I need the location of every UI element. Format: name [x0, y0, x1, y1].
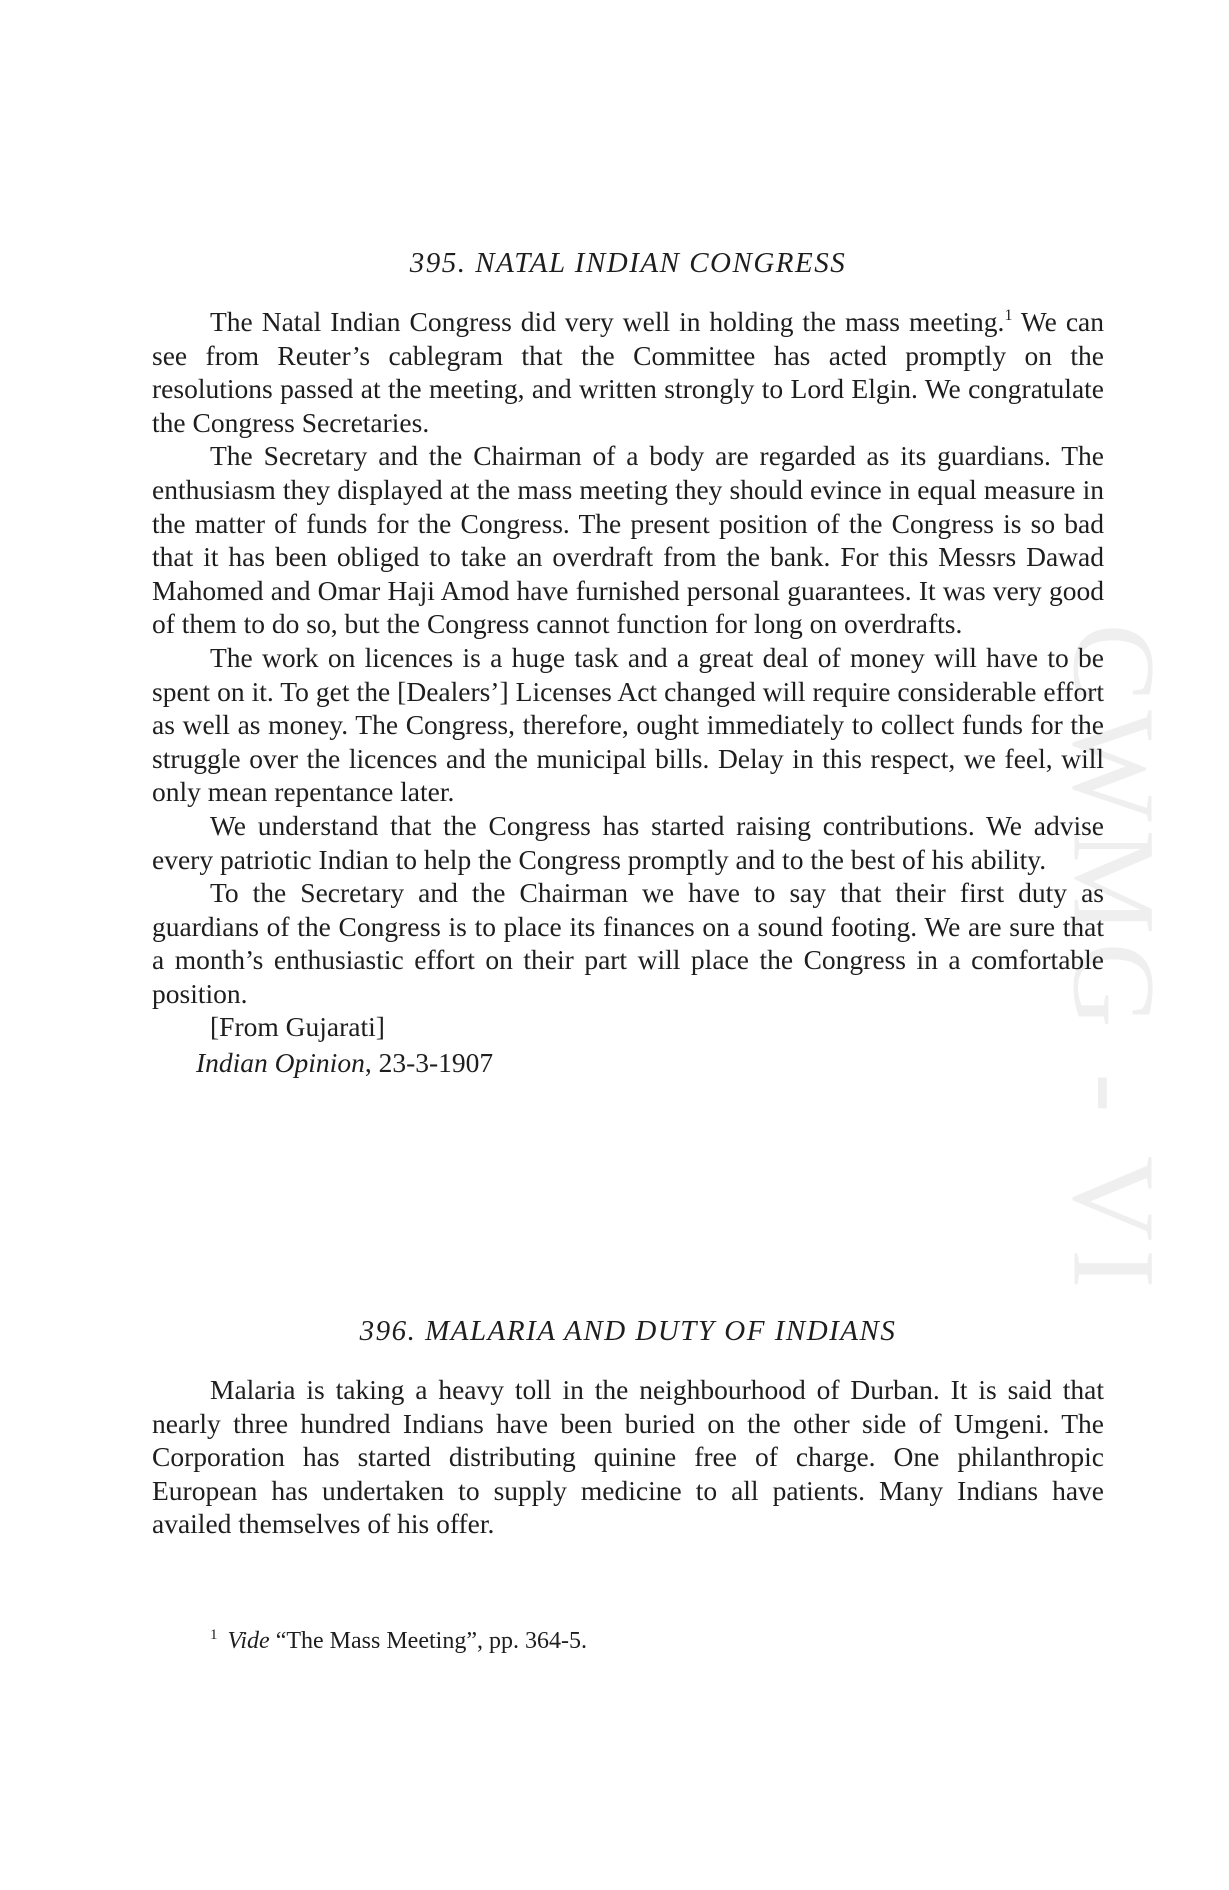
footnote — [210, 1620, 587, 1656]
article-natal-indian-congress — [152, 243, 1104, 1080]
footnote-text: “The Mass Meeting”, pp. 364-5. — [269, 1628, 587, 1654]
footnote-vide: Vide — [227, 1628, 270, 1654]
footnote-mark: 1 — [210, 1627, 218, 1643]
source-note: [From Gujarati] — [210, 1011, 385, 1043]
paragraph — [152, 305, 1104, 439]
paragraph: To the Secretary and the Chairman we have to say that their first duty as guardians of the Congress is to place its finances on a sound footing. We are sure that a month’s enthusiastic effort on their part will place the Congress in a comfortable position. — [152, 877, 1104, 1009]
citation-publication: Indian Opinion — [196, 1047, 365, 1079]
citation-date: , 23-3-1907 — [364, 1047, 494, 1079]
paragraph: Malaria is taking a heavy toll in the neighbourhood of Durban. It is said that nearly three hundred Indians have been buried on the other side of Umgeni. The Corporation has started distributing quinine free of charge. One philanthropic European has undertaken to supply medicine to all patients. Many Indians have availed themselves of his offer. — [152, 1374, 1104, 1540]
paragraph-text: We can see from Reuter’s cablegram that the Committee has acted promptly on the resolutions passed at the meeting, and written strongly to Lord Elgin. We congratulate the Congress Secretaries. — [152, 306, 1105, 438]
article-malaria-and-duty — [152, 1311, 1104, 1541]
paragraph: The Secretary and the Chairman of a body are regarded as its guardians. The enthusiasm they displayed at the mass meeting they should evince in equal measure in the matter of funds for the Congress. The present position of the Congress is so bad that it has been obliged to take an overdraft from the bank. For this Messrs Dawad Mahomed and Omar Haji Amod have furnished personal guarantees. It was very good of them to do so, but the Congress cannot function for long on overdrafts. — [152, 440, 1104, 640]
paragraph: We understand that the Congress has started raising contributions. We advise every patriotic Indian to help the Congress promptly and to the best of his ability. — [152, 809, 1104, 875]
paragraph-text: The Natal Indian Congress did very well in holding the mass meeting. — [210, 306, 1005, 337]
watermark-text: CWMG - VI — [1048, 623, 1180, 1297]
paragraph: The work on licences is a huge task and a great deal of money will have to be spent on it. To get the [Dealers’] Licenses Act changed will require considerable effort as well as money. The Congress, therefore, ought immediately to collect funds for the struggle over the licences and the municipal bills. Delay in this respect, we feel, will only mean repentance later. — [152, 641, 1104, 808]
citation — [152, 1046, 1104, 1080]
article-heading: 395. NATAL INDIAN CONGRESS — [409, 247, 847, 279]
article-heading: 396. MALARIA AND DUTY OF INDIANS — [359, 1315, 897, 1347]
footnote-reference[interactable]: 1 — [1004, 307, 1013, 324]
